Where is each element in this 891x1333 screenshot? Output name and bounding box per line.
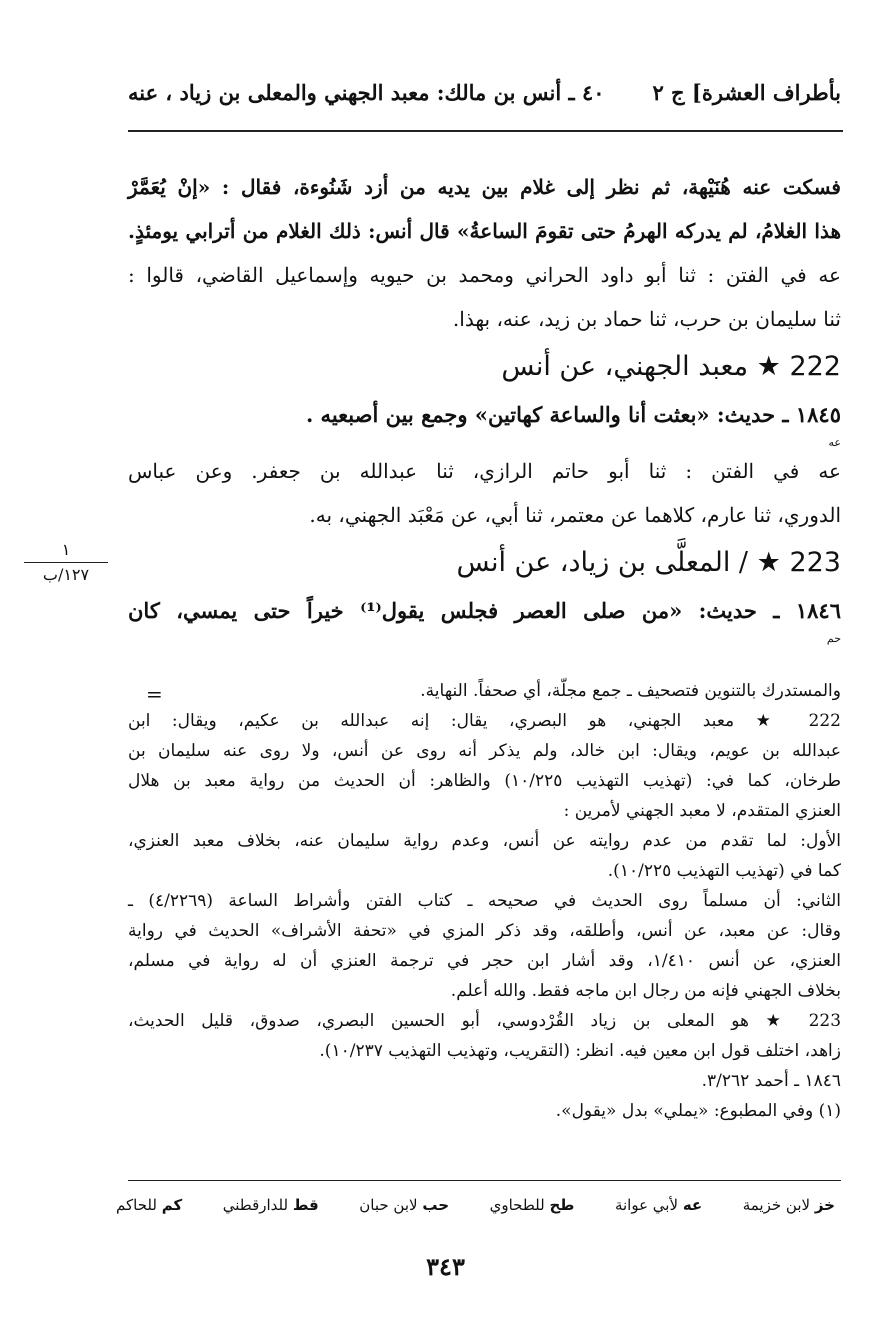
abbr-item: عه لأبي عوانة	[614, 1196, 703, 1214]
entry-heading-222	[128, 341, 841, 393]
abbr-item: قط للدارقطني	[222, 1196, 319, 1214]
footnote-line: والمستدرك بالتنوين فتصحيف ـ جمع مجلّة، أي صحفاً. النهاية.	[420, 681, 841, 701]
abbr-item: خز لابن خزيمة	[742, 1196, 835, 1214]
footnote-line: (١) وفي المطبوع: «يملي» بدل «يقول».	[555, 1101, 841, 1121]
footnote-line: كما في (تهذيب التهذيب ١٠/٢٢٥).	[607, 861, 841, 881]
abbr-item: طح للطحاوي	[489, 1196, 575, 1214]
text-line: هذا الغلامُ، لم يدركه الهرمُ حتى تقومَ الساعةُ» قال أنس: ذلك الغلام من أترابي يومئذٍ.	[128, 219, 841, 243]
main-text	[128, 165, 841, 645]
footnote-line: 222 ★ معبد الجهني، هو البصري، يقال: إنه عبدالله بن عكيم، ويقال: ابن	[128, 711, 841, 731]
star-icon: ★	[756, 547, 781, 578]
text-line: عه في الفتن : ثنا أبو داود الحراني ومحمد بن حيويه وإسماعيل القاضي، قالوا :	[128, 263, 841, 287]
sigla: حم	[826, 632, 841, 645]
footnote-line: بخلاف الجهني فإنه من رجال ابن ماجه فقط. والله أعلم.	[450, 981, 841, 1001]
sigla: عه	[828, 436, 841, 449]
folio-top: ١	[61, 540, 71, 559]
entry-number: 222	[789, 351, 841, 382]
entry-title: / المعلَّى بن زياد، عن أنس	[456, 547, 749, 578]
hadith-1845: ١٨٤٥ ـ حديث: «بعثت أنا والساعة كهاتين» وجمع بين أصبعيه .	[305, 402, 841, 427]
entry-title: معبد الجهني، عن أنس	[501, 351, 749, 382]
footnote-line: 223 ★ هو المعلى بن زياد القُرْدوسي، أبو الحسين البصري، صدوق، قليل الحديث،	[128, 1011, 842, 1031]
abbr-item: كم للحاكم	[116, 1196, 183, 1214]
footnote-line: العنزي، عن أنس ١/٤١٠، وقد أشار ابن حجر في ترجمة العنزي أن له رواية في مسلم،	[128, 951, 841, 971]
folio-divider	[24, 562, 108, 563]
manuscript-folio-note	[18, 540, 114, 585]
footer-divider	[128, 1180, 841, 1181]
footnote-line: الثاني: أن مسلماً روى الحديث في صحيحه ـ كتاب الفتن وأشراط الساعة (٤/٢٢٦٩) ـ	[128, 891, 841, 911]
footnote-line: وقال: عن معبد، عن أنس، وأطلقه، وقد ذكر المزي في «تحفة الأشراف» الحديث في رواية	[128, 921, 841, 941]
continuation-mark: =	[146, 682, 163, 706]
folio-bottom: ١٢٧/ب	[42, 565, 90, 584]
footnote-line: طرخان، كما في: (تهذيب التهذيب ١٠/٢٢٥) والظاهر: أن الحديث من رواية معبد بن هلال	[128, 771, 841, 791]
footnote-line: العنزي المتقدم، لا معبد الجهني لأمرين :	[563, 801, 841, 821]
text-line: ثنا سليمان بن حرب، ثنا حماد بن زيد، عنه، بهذا.	[452, 307, 841, 331]
text-line: عه في الفتن : ثنا أبو حاتم الرازي، ثنا عبدالله بن جعفر. وعن عباس	[128, 459, 841, 483]
footnote-line: زاهد، اختلف قول ابن معين فيه. انظر: (التقريب، وتهذيب التهذيب ١٠/٢٣٧).	[319, 1041, 841, 1061]
abbreviation-key	[116, 1196, 835, 1214]
entry-heading-223	[128, 537, 841, 589]
footnote-line: ١٨٤٦ ـ أحمد ٣/٢٦٢.	[701, 1071, 841, 1091]
header-divider	[128, 130, 843, 132]
footnote-line: عبدالله بن عويم، ويقال: ابن خالد، ولم يذكر أنه روى عن أنس، ولا روى عنه سليمان بن	[128, 741, 841, 761]
footnotes	[128, 676, 841, 1126]
header-volume: بأطراف العشرة] ج ٢	[652, 80, 841, 105]
hadith-1846: ١٨٤٦ ـ حديث: «من صلى العصر فجلس يقول⁽¹⁾ خيراً حتى يمسي، كان	[128, 598, 841, 623]
star-icon: ★	[756, 351, 781, 382]
abbr-item: حب لابن حبان	[359, 1196, 450, 1214]
text-line: فسكت عنه هُنَيْهة، ثم نظر إلى غلام بين يديه من أزد شَنُوءة، فقال : «إنْ يُعَمَّرْ	[128, 175, 841, 199]
running-header	[128, 80, 841, 105]
footnote-line: الأول: لما تقدم من عدم روايته عن أنس، وعدم رواية سليمان عنه، بخلاف معبد العنزي،	[128, 831, 841, 851]
entry-number: 223	[789, 547, 841, 578]
page-number: ٣٤٣	[426, 1252, 465, 1281]
text-line: الدوري، ثنا عارم، كلاهما عن معتمر، ثنا أبي، عن مَعْبَد الجهني، به.	[309, 503, 841, 527]
header-chapter: ٤٠ ـ أنس بن مالك: معبد الجهني والمعلى بن زياد ، عنه	[128, 80, 605, 105]
